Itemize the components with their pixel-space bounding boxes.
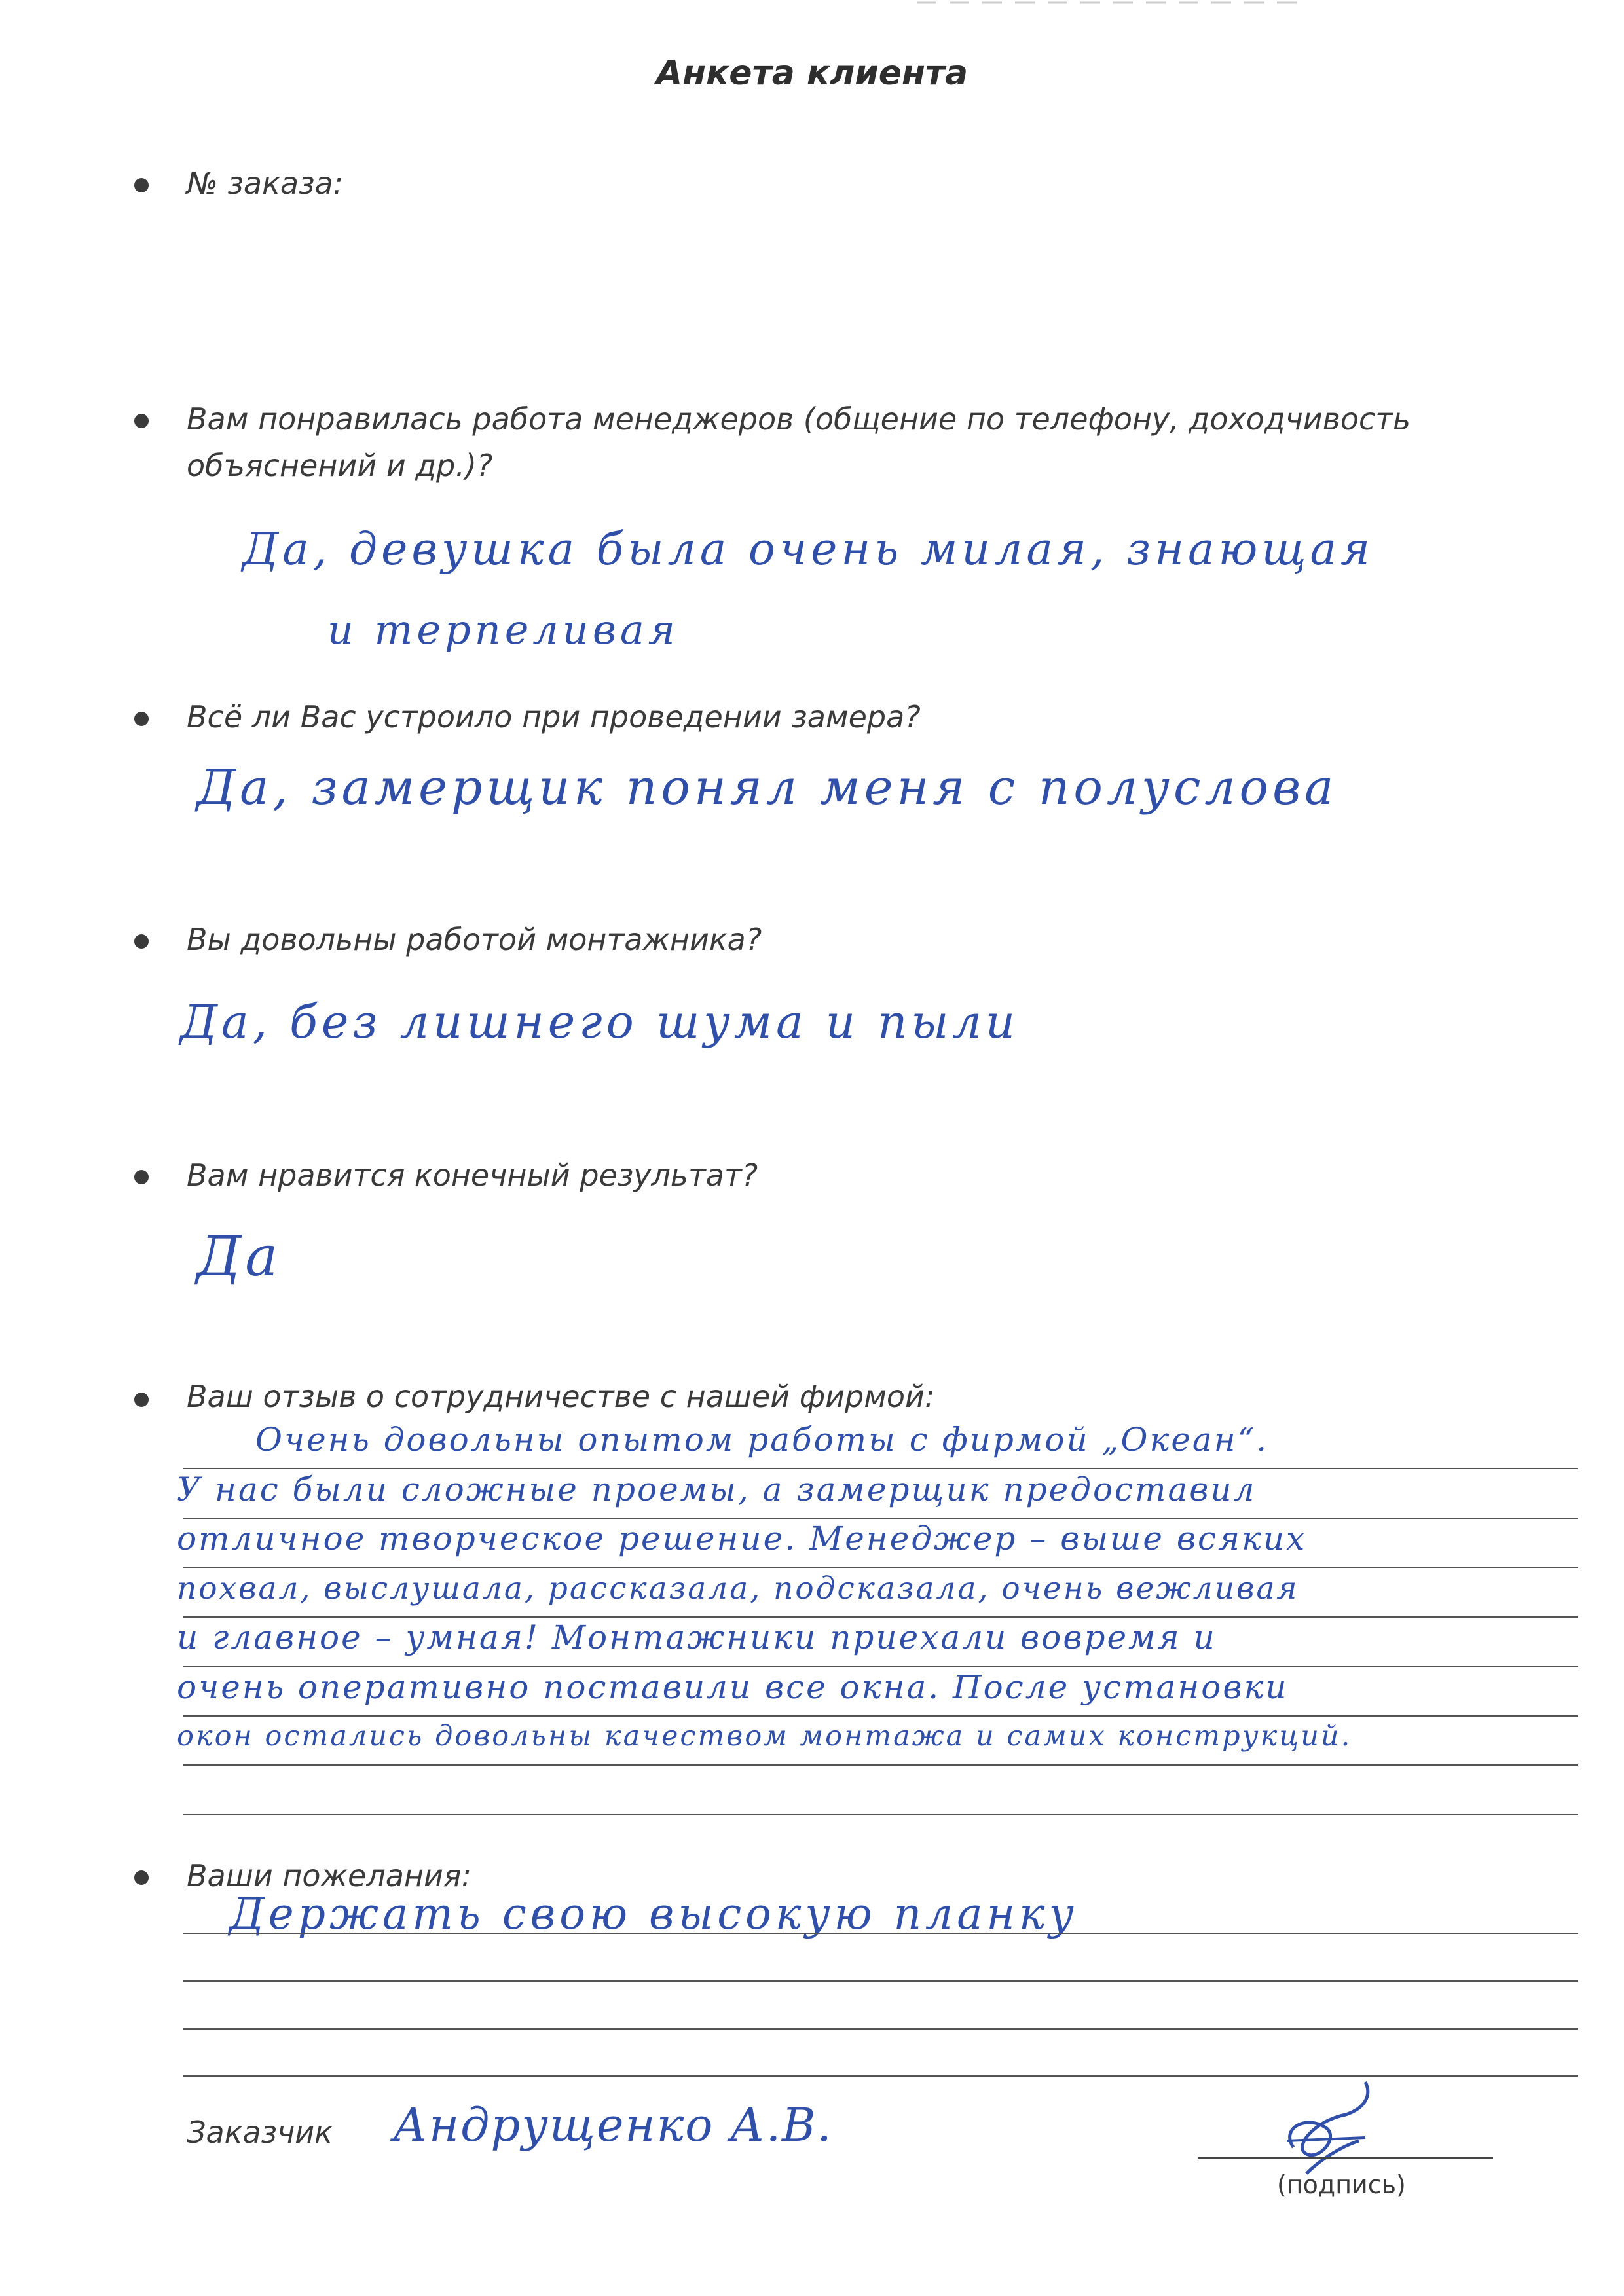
review-line: и главное – умная! Монтажники приехали вовремя и (177, 1618, 1217, 1656)
review-rule (183, 1814, 1578, 1815)
answer-measure: Да, замерщик понял меня с полуслова (196, 759, 1338, 816)
customer-name: Андрущенко А.В. (393, 2098, 833, 2152)
review-rule (183, 1518, 1578, 1519)
question-managers: Вам понравилась работа менеджеров (общение по телефону, доходчивость объяснений и др.)? (187, 401, 1411, 484)
answer-result: Да (196, 1224, 282, 1288)
wishes-rule (183, 2028, 1578, 2030)
answer-installer: Да, без лишнего шума и пыли (180, 995, 1020, 1049)
wishes-rule (183, 1933, 1578, 1934)
signature-caption: (подпись) (1277, 2170, 1406, 2199)
question-wishes: Ваши пожелания: (187, 1858, 472, 1893)
review-rule (183, 1616, 1578, 1618)
review-rule (183, 1715, 1578, 1717)
review-line: Очень довольны опытом работы с фирмой „Океан“. (255, 1421, 1269, 1459)
question-order-number: № заказа: (187, 166, 344, 201)
review-rule (183, 1468, 1578, 1469)
bullet-icon (134, 414, 149, 428)
bullet-icon (134, 934, 149, 949)
answer-managers-line1: Да, девушка была очень милая, знающая (242, 524, 1375, 575)
review-rule (183, 1666, 1578, 1667)
bullet-icon (134, 712, 149, 726)
wishes-rule (183, 1980, 1578, 1982)
answer-wishes: Держать свою высокую планку (229, 1889, 1078, 1939)
scan-artifact (0, 0, 1624, 26)
question-result: Вам нравится конечный результат? (187, 1157, 758, 1193)
answer-managers-line2: и терпеливая (327, 606, 679, 653)
signature-line (1198, 2157, 1493, 2159)
bullet-icon (134, 1870, 149, 1885)
review-line: отличное творческое решение. Менеджер – выше всяких (177, 1520, 1307, 1558)
review-line: окон остались довольны качеством монтажа и самих конструкций. (177, 1720, 1352, 1753)
review-rule (183, 1567, 1578, 1568)
bullet-icon (134, 1170, 149, 1184)
customer-label: Заказчик (187, 2115, 333, 2150)
question-installer: Вы довольны работой монтажника? (187, 922, 762, 957)
question-measure: Всё ли Вас устроило при проведении замера? (187, 699, 921, 735)
review-line: У нас были сложные проемы, а замерщик предоставил (177, 1470, 1257, 1508)
review-line: похвал, выслушала, рассказала, подсказала, очень вежливая (177, 1570, 1299, 1607)
bullet-icon (134, 178, 149, 192)
bullet-icon (134, 1393, 149, 1407)
question-review: Ваш отзыв о сотрудничестве с нашей фирмой: (187, 1379, 935, 1414)
review-line: очень оперативно поставили все окна. После установки (177, 1667, 1289, 1706)
form-title: Анкета клиента (655, 54, 969, 93)
review-rule (183, 1764, 1578, 1766)
